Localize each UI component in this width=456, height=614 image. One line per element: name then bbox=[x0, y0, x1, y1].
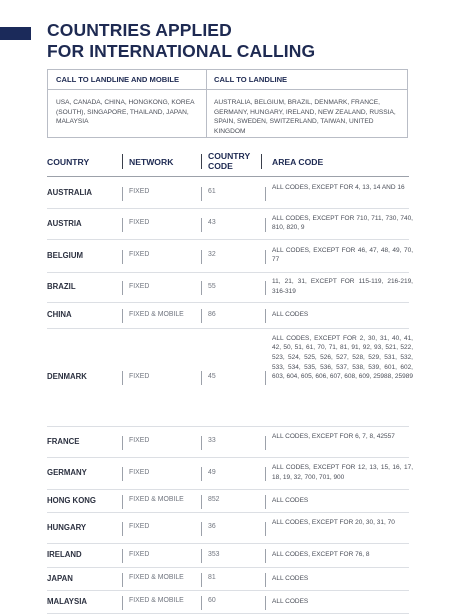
cell-separator bbox=[122, 522, 123, 536]
cell-separator bbox=[122, 495, 123, 509]
cell-area-code: ALL CODES, EXCEPT FOR 20, 30, 31, 70 bbox=[272, 518, 395, 526]
cell-network: FIXED bbox=[129, 219, 150, 226]
cell-area-code: ALL CODES, EXCEPT FOR 710, 711, 730, 740, 810, 820, 9 bbox=[272, 214, 413, 232]
cell-country-code: 61 bbox=[208, 188, 216, 195]
cell-separator bbox=[201, 281, 202, 295]
cell-country: FRANCE bbox=[47, 436, 80, 446]
cell-country-code: 55 bbox=[208, 282, 216, 290]
title-line-1: COUNTRIES APPLIED bbox=[47, 20, 232, 40]
table-row bbox=[47, 513, 409, 544]
cell-separator bbox=[265, 218, 266, 232]
table-row bbox=[47, 490, 409, 513]
cell-separator bbox=[201, 596, 202, 610]
cell-country-code: 86 bbox=[208, 310, 216, 318]
cell-country: IRELAND bbox=[47, 550, 82, 559]
summary-header-rule bbox=[48, 89, 407, 90]
cell-area-code: ALL CODES bbox=[272, 597, 309, 605]
header-separator bbox=[201, 154, 202, 169]
cell-separator bbox=[265, 187, 266, 201]
cell-country-code: 43 bbox=[208, 219, 216, 226]
cell-country-code: 60 bbox=[208, 597, 216, 604]
title-line-2: FOR INTERNATIONAL CALLING bbox=[47, 41, 316, 61]
cell-separator bbox=[201, 495, 202, 509]
table-row bbox=[47, 240, 413, 273]
cell-area-code: ALL CODES, EXCEPT FOR 6, 7, 8, 42557 bbox=[272, 432, 395, 440]
cell-network: FIXED bbox=[129, 251, 150, 258]
landline-mobile-heading: CALL TO LANDLINE AND MOBILE bbox=[56, 75, 180, 84]
cell-separator bbox=[201, 309, 202, 323]
accent-bar bbox=[0, 27, 31, 40]
cell-separator bbox=[122, 596, 123, 610]
cell-country: AUSTRIA bbox=[47, 218, 82, 228]
cell-separator bbox=[265, 495, 266, 509]
cell-separator bbox=[122, 436, 123, 450]
cell-separator bbox=[265, 549, 266, 563]
cell-separator bbox=[122, 467, 123, 481]
table-row bbox=[47, 427, 409, 458]
cell-area-code: ALL CODES, EXCEPT FOR 12, 13, 15, 16, 17, 18, 19, 32, 700, 701, 900 bbox=[272, 464, 413, 481]
cell-separator bbox=[201, 467, 202, 481]
cell-separator bbox=[122, 281, 123, 295]
cell-separator bbox=[265, 573, 266, 587]
cell-network: FIXED bbox=[129, 550, 150, 558]
cell-network: FIXED bbox=[129, 437, 150, 444]
cell-country: AUSTRALIA bbox=[47, 187, 93, 197]
cell-separator bbox=[265, 596, 266, 610]
cell-network: FIXED bbox=[129, 282, 150, 290]
cell-network: FIXED bbox=[129, 468, 150, 476]
cell-area-code: ALL CODES bbox=[272, 311, 309, 319]
cell-area-code: 11, 21, 31, EXCEPT FOR 115-119, 216-219, 316-319 bbox=[272, 278, 413, 295]
table-row bbox=[47, 591, 409, 614]
cell-country: BRAZIL bbox=[47, 282, 76, 291]
cell-country: HONG KONG bbox=[47, 495, 96, 505]
page-title bbox=[47, 20, 315, 62]
cell-country-code: 49 bbox=[208, 468, 216, 476]
cell-network: FIXED & MOBILE bbox=[129, 496, 184, 503]
cell-area-code: ALL CODES, EXCEPT FOR 46, 47, 48, 49, 70, 77 bbox=[272, 246, 413, 264]
cell-network: FIXED & MOBILE bbox=[129, 574, 184, 581]
cell-network: FIXED bbox=[129, 372, 150, 380]
header-area-code: AREA CODE bbox=[272, 157, 324, 167]
header-country-code-line1: COUNTRY bbox=[208, 151, 251, 161]
table-row bbox=[47, 329, 413, 427]
cell-separator bbox=[122, 573, 123, 587]
table-row bbox=[47, 544, 409, 568]
cell-area-code: ALL CODES, EXCEPT FOR 76, 8 bbox=[272, 551, 370, 559]
cell-separator bbox=[201, 187, 202, 201]
cell-network: FIXED bbox=[129, 523, 150, 530]
landline-heading: CALL TO LANDLINE bbox=[214, 75, 288, 84]
landline-mobile-countries: USA, CANADA, CHINA, HONGKONG, KOREA (SOUTH), SINGAPORE, THAILAND, JAPAN, MALAYSIA bbox=[56, 99, 195, 125]
cell-country-code: 32 bbox=[208, 251, 216, 258]
cell-country: DENMARK bbox=[47, 372, 87, 381]
cell-separator bbox=[201, 522, 202, 536]
cell-country: CHINA bbox=[47, 310, 72, 319]
cell-network: FIXED & MOBILE bbox=[129, 597, 184, 604]
cell-area-code: ALL CODES, EXCEPT FOR 2, 30, 31, 40, 41, 42, 50, 51, 61, 70, 71, 81, 91, 92, 93, 521, 522, 523, 524, 525, 526, 527, 528, 529, 531, 532, 533, 534, 535, 536, 537, 538, 539, 601, 602, 603, 604, 605, 606, 607, 608, 609, 25988, 25989 bbox=[272, 334, 413, 381]
summary-divider bbox=[206, 70, 207, 137]
header-network: NETWORK bbox=[129, 157, 174, 167]
cell-separator bbox=[265, 467, 266, 481]
cell-country-code: 81 bbox=[208, 574, 216, 581]
table-row bbox=[47, 178, 409, 209]
cell-separator bbox=[122, 250, 123, 264]
table-row bbox=[47, 209, 413, 240]
cell-country: HUNGARY bbox=[47, 522, 87, 532]
header-country-code bbox=[208, 151, 250, 171]
cell-separator bbox=[265, 281, 266, 295]
cell-area-code: ALL CODES bbox=[272, 574, 309, 582]
cell-separator bbox=[265, 309, 266, 323]
cell-separator bbox=[122, 371, 123, 385]
cell-separator bbox=[122, 549, 123, 563]
header-country: COUNTRY bbox=[47, 157, 90, 167]
cell-separator bbox=[201, 218, 202, 232]
cell-separator bbox=[201, 573, 202, 587]
cell-network: FIXED bbox=[129, 188, 150, 195]
cell-separator bbox=[201, 549, 202, 563]
cell-country-code: 45 bbox=[208, 372, 216, 380]
landline-countries: AUSTRALIA, BELGIUM, BRAZIL, DENMARK, FRANCE, GERMANY, HUNGARY, IRELAND, NEW ZEALAND, RUSSIA, SPAIN, SWEDEN, SWITZERLAND, TAIWAN, UNITED KINGDOM bbox=[214, 99, 396, 135]
cell-network: FIXED & MOBILE bbox=[129, 310, 184, 318]
cell-area-code: ALL CODES bbox=[272, 496, 309, 504]
cell-country: JAPAN bbox=[47, 573, 73, 583]
cell-area-code: ALL CODES, EXCEPT FOR 4, 13, 14 AND 16 bbox=[272, 183, 405, 191]
table-row bbox=[47, 568, 409, 591]
cell-country: BELGIUM bbox=[47, 250, 83, 260]
cell-separator bbox=[122, 309, 123, 323]
cell-separator bbox=[122, 187, 123, 201]
table-row bbox=[47, 303, 409, 329]
cell-separator bbox=[265, 436, 266, 450]
cell-country-code: 353 bbox=[208, 550, 220, 558]
cell-separator bbox=[265, 371, 266, 385]
cell-country: GERMANY bbox=[47, 468, 87, 477]
cell-separator bbox=[265, 522, 266, 536]
cell-separator bbox=[201, 436, 202, 450]
cell-country-code: 36 bbox=[208, 523, 216, 530]
cell-country-code: 852 bbox=[208, 496, 220, 503]
table-row bbox=[47, 273, 413, 303]
cell-separator bbox=[201, 250, 202, 264]
summary-box bbox=[47, 69, 408, 138]
header-country-code-line2: CODE bbox=[208, 161, 233, 171]
header-separator bbox=[122, 154, 123, 169]
cell-separator bbox=[201, 371, 202, 385]
cell-country-code: 33 bbox=[208, 437, 216, 444]
cell-country: MALAYSIA bbox=[47, 596, 88, 606]
cell-separator bbox=[265, 250, 266, 264]
table-row bbox=[47, 458, 413, 490]
cell-separator bbox=[122, 218, 123, 232]
header-separator bbox=[261, 154, 262, 169]
header-rule bbox=[47, 176, 409, 177]
